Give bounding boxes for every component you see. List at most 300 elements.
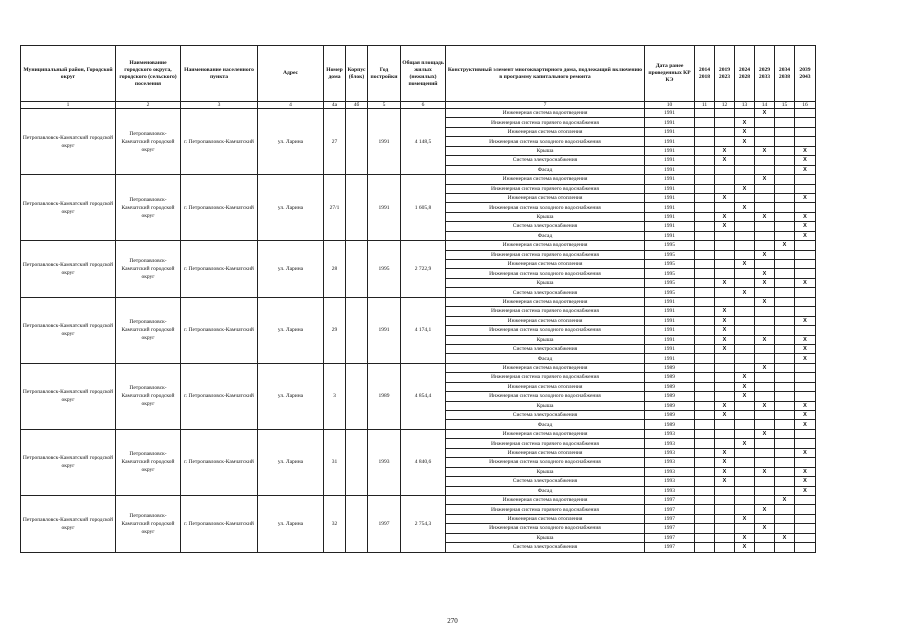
period-mark-cell [755, 392, 775, 401]
period-mark-cell: X [715, 448, 735, 457]
period-mark-cell [755, 307, 775, 316]
column-header: Год постройки [368, 46, 401, 102]
period-mark-cell [775, 335, 795, 344]
previous-repair-date-cell: 1991 [645, 118, 695, 127]
period-mark-cell [795, 363, 816, 372]
period-mark-cell [755, 486, 775, 495]
period-mark-cell [735, 222, 755, 231]
period-mark-cell [775, 222, 795, 231]
previous-repair-date-cell: 1991 [645, 344, 695, 353]
period-mark-cell: X [735, 514, 755, 523]
period-mark-cell [795, 269, 816, 278]
settlement-cell: Петропавловск-Камчатский городской округ [116, 297, 181, 363]
municipality-cell: Петропавловск-Камчатский городской округ [21, 241, 116, 298]
period-mark-cell [795, 392, 816, 401]
previous-repair-date-cell: 1991 [645, 297, 695, 306]
period-mark-cell: X [755, 146, 775, 155]
period-mark-cell [715, 524, 735, 533]
element-name-cell: Крыша [446, 146, 645, 155]
area-cell: 2 754,3 [401, 495, 446, 552]
element-name-cell: Фасад [446, 165, 645, 174]
column-header: 2014 2018 [695, 46, 715, 102]
previous-repair-date-cell: 1995 [645, 269, 695, 278]
settlement-cell: Петропавловск-Камчатский городской округ [116, 241, 181, 298]
period-mark-cell [735, 212, 755, 221]
block-cell [346, 109, 368, 175]
column-number: 7 [446, 102, 645, 109]
element-name-cell: Система электроснабжения [446, 156, 645, 165]
settlement-cell: Петропавловск-Камчатский городской округ [116, 495, 181, 552]
period-mark-cell [775, 127, 795, 136]
locality-cell: г. Петропавловск-Камчатский [181, 175, 258, 241]
period-mark-cell [735, 505, 755, 514]
area-cell: 4 854,4 [401, 363, 446, 429]
period-mark-cell: X [795, 467, 816, 476]
period-mark-cell [795, 533, 816, 542]
period-mark-cell [795, 250, 816, 259]
period-mark-cell [735, 448, 755, 457]
period-mark-cell [755, 382, 775, 391]
period-mark-cell [715, 486, 735, 495]
address-cell: ул. Ларина [258, 363, 324, 429]
previous-repair-date-cell: 1991 [645, 175, 695, 184]
period-mark-cell [715, 373, 735, 382]
period-mark-cell: X [755, 401, 775, 410]
period-mark-cell [755, 344, 775, 353]
period-mark-cell: X [795, 420, 816, 429]
build-year-cell: 1989 [368, 363, 401, 429]
previous-repair-date-cell: 1991 [645, 127, 695, 136]
period-mark-cell [735, 344, 755, 353]
period-mark-cell: X [735, 288, 755, 297]
element-name-cell: Крыша [446, 401, 645, 410]
period-mark-cell: X [795, 165, 816, 174]
period-mark-cell: X [715, 146, 735, 155]
element-name-cell: Система электроснабжения [446, 411, 645, 420]
period-mark-cell [735, 495, 755, 504]
block-cell [346, 495, 368, 552]
house-number-cell: 32 [324, 495, 346, 552]
period-mark-cell [695, 193, 715, 202]
element-name-cell: Система электроснабжения [446, 477, 645, 486]
previous-repair-date-cell: 1993 [645, 429, 695, 438]
period-mark-cell [695, 241, 715, 250]
period-mark-cell: X [795, 448, 816, 457]
period-mark-cell [735, 175, 755, 184]
previous-repair-date-cell: 1989 [645, 382, 695, 391]
element-name-cell: Инженерная система отопления [446, 193, 645, 202]
period-mark-cell [735, 307, 755, 316]
period-mark-cell [735, 269, 755, 278]
period-mark-cell: X [755, 335, 775, 344]
period-mark-cell: X [755, 297, 775, 306]
period-mark-cell: X [755, 109, 775, 118]
period-mark-cell [715, 231, 735, 240]
table-row [21, 241, 816, 250]
element-name-cell: Инженерная система горячего водоснабжения [446, 118, 645, 127]
previous-repair-date-cell: 1989 [645, 373, 695, 382]
municipality-cell: Петропавловск-Камчатский городской округ [21, 109, 116, 175]
table-row [21, 109, 816, 118]
period-mark-cell: X [755, 429, 775, 438]
period-mark-cell [735, 165, 755, 174]
element-name-cell: Инженерная система холодного водоснабжения [446, 458, 645, 467]
period-mark-cell [715, 118, 735, 127]
period-mark-cell [715, 297, 735, 306]
period-mark-cell [755, 354, 775, 363]
municipality-cell: Петропавловск-Камчатский городской округ [21, 297, 116, 363]
previous-repair-date-cell: 1997 [645, 495, 695, 504]
period-mark-cell [775, 156, 795, 165]
house-number-cell: 29 [324, 297, 346, 363]
period-mark-cell [695, 118, 715, 127]
period-mark-cell [695, 137, 715, 146]
period-mark-cell: X [775, 533, 795, 542]
period-mark-cell [795, 175, 816, 184]
element-name-cell: Инженерная система горячего водоснабжения [446, 250, 645, 259]
period-mark-cell [795, 373, 816, 382]
column-header: Муниципальный район, Городской округ [21, 46, 116, 102]
locality-cell: г. Петропавловск-Камчатский [181, 297, 258, 363]
previous-repair-date-cell: 1995 [645, 288, 695, 297]
period-mark-cell [775, 203, 795, 212]
period-mark-cell [735, 524, 755, 533]
period-mark-cell: X [795, 278, 816, 287]
period-mark-cell [775, 477, 795, 486]
column-header: Общая площадь жилых (нежилых) помещений [401, 46, 446, 102]
period-mark-cell [775, 307, 795, 316]
element-name-cell: Инженерная система отопления [446, 260, 645, 269]
previous-repair-date-cell: 1993 [645, 439, 695, 448]
period-mark-cell: X [795, 477, 816, 486]
previous-repair-date-cell: 1997 [645, 505, 695, 514]
period-mark-cell [775, 363, 795, 372]
period-mark-cell: X [735, 543, 755, 552]
column-header: 2034 2038 [775, 46, 795, 102]
period-mark-cell [755, 184, 775, 193]
period-mark-cell [775, 448, 795, 457]
previous-repair-date-cell: 1991 [645, 307, 695, 316]
address-cell: ул. Ларина [258, 109, 324, 175]
column-number: 2 [116, 102, 181, 109]
column-header: 2019 2023 [715, 46, 735, 102]
period-mark-cell: X [735, 382, 755, 391]
locality-cell: г. Петропавловск-Камчатский [181, 109, 258, 175]
period-mark-cell [695, 382, 715, 391]
house-number-cell: 27/1 [324, 175, 346, 241]
period-mark-cell [795, 137, 816, 146]
column-number: 13 [735, 102, 755, 109]
period-mark-cell [775, 392, 795, 401]
element-name-cell: Фасад [446, 231, 645, 240]
period-mark-cell [775, 146, 795, 155]
period-mark-cell: X [755, 269, 775, 278]
period-mark-cell [735, 297, 755, 306]
block-cell [346, 241, 368, 298]
municipality-cell: Петропавловск-Камчатский городской округ [21, 495, 116, 552]
column-number-row [21, 102, 816, 109]
period-mark-cell [735, 146, 755, 155]
element-name-cell: Инженерная система холодного водоснабжения [446, 326, 645, 335]
column-number: 14 [755, 102, 775, 109]
period-mark-cell [755, 137, 775, 146]
period-mark-cell: X [715, 212, 735, 221]
previous-repair-date-cell: 1991 [645, 335, 695, 344]
period-mark-cell [775, 175, 795, 184]
period-mark-cell [755, 373, 775, 382]
column-number: 10 [645, 102, 695, 109]
period-mark-cell [755, 543, 775, 552]
previous-repair-date-cell: 1991 [645, 326, 695, 335]
period-mark-cell: X [755, 250, 775, 259]
period-mark-cell [775, 439, 795, 448]
period-mark-cell [755, 533, 775, 542]
period-mark-cell [735, 477, 755, 486]
element-name-cell: Инженерная система водоотведения [446, 429, 645, 438]
table-row [21, 495, 816, 504]
previous-repair-date-cell: 1993 [645, 458, 695, 467]
period-mark-cell: X [715, 467, 735, 476]
address-cell: ул. Ларина [258, 429, 324, 495]
period-mark-cell [695, 278, 715, 287]
period-mark-cell [755, 288, 775, 297]
previous-repair-date-cell: 1991 [645, 222, 695, 231]
element-name-cell: Инженерная система горячего водоснабжения [446, 373, 645, 382]
period-mark-cell [695, 392, 715, 401]
period-mark-cell [735, 231, 755, 240]
period-mark-cell [735, 458, 755, 467]
previous-repair-date-cell: 1995 [645, 260, 695, 269]
period-mark-cell: X [795, 193, 816, 202]
previous-repair-date-cell: 1993 [645, 467, 695, 476]
locality-cell: г. Петропавловск-Камчатский [181, 241, 258, 298]
period-mark-cell: X [715, 193, 735, 202]
element-name-cell: Фасад [446, 486, 645, 495]
period-mark-cell [695, 175, 715, 184]
element-name-cell: Инженерная система отопления [446, 316, 645, 325]
period-mark-cell [695, 269, 715, 278]
settlement-cell: Петропавловск-Камчатский городской округ [116, 175, 181, 241]
area-cell: 1 605,8 [401, 175, 446, 241]
period-mark-cell [755, 203, 775, 212]
period-mark-cell: X [735, 127, 755, 136]
period-mark-cell: X [715, 477, 735, 486]
period-mark-cell: X [715, 278, 735, 287]
locality-cell: г. Петропавловск-Камчатский [181, 429, 258, 495]
period-mark-cell [695, 514, 715, 523]
period-mark-cell [755, 118, 775, 127]
period-mark-cell: X [755, 524, 775, 533]
period-mark-cell [715, 420, 735, 429]
period-mark-cell [775, 382, 795, 391]
element-name-cell: Фасад [446, 420, 645, 429]
period-mark-cell [795, 241, 816, 250]
period-mark-cell [695, 533, 715, 542]
period-mark-cell [755, 260, 775, 269]
period-mark-cell [735, 109, 755, 118]
table-row [21, 363, 816, 372]
period-mark-cell [775, 165, 795, 174]
column-number: 4 [258, 102, 324, 109]
period-mark-cell [715, 495, 735, 504]
period-mark-cell: X [795, 231, 816, 240]
period-mark-cell [735, 467, 755, 476]
element-name-cell: Система электроснабжения [446, 222, 645, 231]
period-mark-cell [735, 486, 755, 495]
element-name-cell: Инженерная система холодного водоснабжения [446, 524, 645, 533]
period-mark-cell [795, 297, 816, 306]
period-mark-cell [735, 335, 755, 344]
period-mark-cell [695, 524, 715, 533]
period-mark-cell [695, 184, 715, 193]
element-name-cell: Система электроснабжения [446, 344, 645, 353]
period-mark-cell [775, 420, 795, 429]
house-number-cell: 28 [324, 241, 346, 298]
previous-repair-date-cell: 1993 [645, 448, 695, 457]
previous-repair-date-cell: 1989 [645, 392, 695, 401]
period-mark-cell [715, 241, 735, 250]
period-mark-cell [735, 429, 755, 438]
period-mark-cell [715, 514, 735, 523]
column-number: 4а [324, 102, 346, 109]
period-mark-cell: X [795, 316, 816, 325]
period-mark-cell [795, 288, 816, 297]
period-mark-cell [695, 505, 715, 514]
period-mark-cell [775, 118, 795, 127]
previous-repair-date-cell: 1997 [645, 533, 695, 542]
previous-repair-date-cell: 1993 [645, 477, 695, 486]
house-number-cell: 27 [324, 109, 346, 175]
period-mark-cell [795, 495, 816, 504]
period-mark-cell [695, 165, 715, 174]
period-mark-cell [715, 533, 735, 542]
period-mark-cell [775, 543, 795, 552]
period-mark-cell [795, 505, 816, 514]
period-mark-cell [775, 354, 795, 363]
address-cell: ул. Ларина [258, 241, 324, 298]
period-mark-cell [795, 458, 816, 467]
table-row [21, 429, 816, 438]
element-name-cell: Инженерная система отопления [446, 382, 645, 391]
element-name-cell: Инженерная система холодного водоснабжения [446, 203, 645, 212]
element-name-cell: Фасад [446, 354, 645, 363]
period-mark-cell [795, 118, 816, 127]
period-mark-cell [795, 514, 816, 523]
period-mark-cell [755, 193, 775, 202]
period-mark-cell [775, 467, 795, 476]
previous-repair-date-cell: 1989 [645, 363, 695, 372]
period-mark-cell [715, 288, 735, 297]
period-mark-cell: X [775, 241, 795, 250]
element-name-cell: Инженерная система водоотведения [446, 363, 645, 372]
period-mark-cell [755, 514, 775, 523]
period-mark-cell [695, 146, 715, 155]
previous-repair-date-cell: 1991 [645, 203, 695, 212]
period-mark-cell [755, 127, 775, 136]
period-mark-cell: X [755, 467, 775, 476]
locality-cell: г. Петропавловск-Камчатский [181, 363, 258, 429]
period-mark-cell [735, 363, 755, 372]
element-name-cell: Инженерная система отопления [446, 448, 645, 457]
period-mark-cell [775, 212, 795, 221]
period-mark-cell [735, 193, 755, 202]
period-mark-cell [775, 231, 795, 240]
period-mark-cell: X [795, 156, 816, 165]
settlement-cell: Петропавловск-Камчатский городской округ [116, 429, 181, 495]
period-mark-cell: X [735, 203, 755, 212]
locality-cell: г. Петропавловск-Камчатский [181, 495, 258, 552]
period-mark-cell: X [795, 401, 816, 410]
previous-repair-date-cell: 1989 [645, 420, 695, 429]
build-year-cell: 1993 [368, 429, 401, 495]
previous-repair-date-cell: 1993 [645, 486, 695, 495]
period-mark-cell [735, 354, 755, 363]
build-year-cell: 1991 [368, 175, 401, 241]
period-mark-cell [775, 326, 795, 335]
period-mark-cell [695, 127, 715, 136]
period-mark-cell [695, 486, 715, 495]
element-name-cell: Крыша [446, 467, 645, 476]
address-cell: ул. Ларина [258, 495, 324, 552]
period-mark-cell [775, 288, 795, 297]
column-number: 4б [346, 102, 368, 109]
area-cell: 4 148,5 [401, 109, 446, 175]
element-name-cell: Инженерная система водоотведения [446, 297, 645, 306]
period-mark-cell [715, 543, 735, 552]
period-mark-cell [755, 241, 775, 250]
period-mark-cell: X [735, 118, 755, 127]
period-mark-cell: X [795, 335, 816, 344]
period-mark-cell [695, 458, 715, 467]
previous-repair-date-cell: 1991 [645, 109, 695, 118]
period-mark-cell [795, 524, 816, 533]
period-mark-cell [735, 420, 755, 429]
period-mark-cell: X [715, 326, 735, 335]
period-mark-cell: X [735, 373, 755, 382]
column-number: 3 [181, 102, 258, 109]
period-mark-cell [695, 495, 715, 504]
block-cell [346, 297, 368, 363]
period-mark-cell: X [755, 363, 775, 372]
period-mark-cell [755, 448, 775, 457]
element-name-cell: Крыша [446, 533, 645, 542]
period-mark-cell [775, 524, 795, 533]
previous-repair-date-cell: 1997 [645, 514, 695, 523]
area-cell: 4 174,1 [401, 297, 446, 363]
element-name-cell: Инженерная система отопления [446, 127, 645, 136]
period-mark-cell: X [715, 401, 735, 410]
element-name-cell: Инженерная система горячего водоснабжения [446, 505, 645, 514]
column-header: Корпус (блок) [346, 46, 368, 102]
period-mark-cell [755, 222, 775, 231]
period-mark-cell [695, 448, 715, 457]
period-mark-cell [775, 316, 795, 325]
house-number-cell: 3 [324, 363, 346, 429]
period-mark-cell [695, 250, 715, 259]
period-mark-cell [775, 344, 795, 353]
period-mark-cell [755, 420, 775, 429]
period-mark-cell [715, 260, 735, 269]
column-header: 2024 2028 [735, 46, 755, 102]
period-mark-cell [695, 429, 715, 438]
period-mark-cell [695, 363, 715, 372]
period-mark-cell [775, 109, 795, 118]
previous-repair-date-cell: 1991 [645, 165, 695, 174]
column-number: 5 [368, 102, 401, 109]
period-mark-cell [775, 373, 795, 382]
block-cell [346, 429, 368, 495]
period-mark-cell [695, 288, 715, 297]
